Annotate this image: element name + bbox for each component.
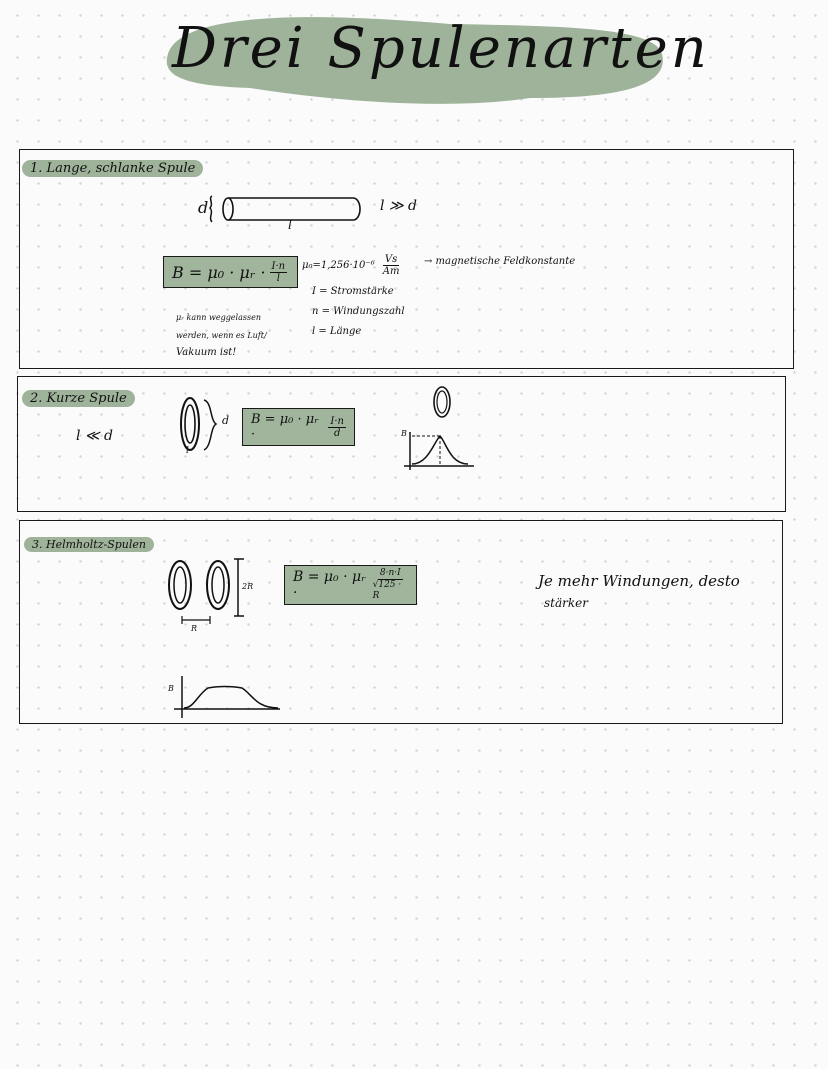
long-coil-condition: l ≫ d [380, 198, 417, 214]
long-coil-drawing [206, 190, 366, 230]
formula-numerator: I·n [330, 415, 344, 427]
helmholtz-note-line-2: stärker [544, 596, 588, 610]
short-coil-condition: l ≪ d [76, 428, 113, 444]
formula-lhs: B = μ₀ · μᵣ · [172, 262, 266, 282]
long-coil-formula [163, 256, 298, 288]
section-helmholtz-label: 3. Helmholtz-Spulen [24, 537, 154, 552]
helmholtz-formula [284, 565, 417, 605]
mu0-note: → magnetische Feldkonstante [424, 256, 576, 267]
section-long-coil-label: 1. Lange, schlanke Spule [22, 160, 203, 177]
helmholtz-note-line-1: Je mehr Windungen, desto [538, 572, 740, 590]
short-coil-field-graph [398, 384, 488, 474]
section-long-coil [19, 149, 794, 369]
mu0-unit-num: Vs [384, 254, 398, 265]
section-short-coil-label: 2. Kurze Spule [22, 390, 135, 407]
formula-denominator: d [334, 427, 341, 439]
helmholtz-field-graph [170, 672, 290, 722]
formula-lhs: B = μ₀ · μᵣ · [293, 569, 366, 601]
formula-denominator: l [276, 272, 280, 284]
helmholtz-graph-axis: B [168, 684, 174, 693]
mu0-constant: μ₀=1,256·10⁻⁶ [302, 260, 375, 271]
legend-turns: n = Windungszahl [312, 306, 405, 317]
legend-current: I = Stromstärke [312, 286, 394, 297]
short-coil-diameter: d [222, 414, 230, 427]
legend-length: l = Länge [312, 326, 362, 337]
note-line-3: Vakuum ist! [176, 347, 237, 358]
formula-numerator: I·n [271, 260, 286, 272]
formula-fraction [373, 568, 408, 602]
short-coil-graph-axis: B [401, 429, 407, 438]
page-title: Drei Spulenarten [172, 16, 710, 81]
formula-fraction [270, 261, 288, 284]
formula-numerator: 8·n·I [379, 568, 401, 578]
formula-fraction [328, 416, 346, 439]
note-line-1: μᵣ kann weggelassen [176, 313, 261, 322]
formula-lhs: B = μ₀ · μᵣ · [251, 412, 319, 442]
short-coil-length: l [186, 446, 189, 456]
mu0-unit [383, 254, 400, 277]
coil-diameter-label: d [198, 198, 209, 217]
short-coil-formula [242, 408, 355, 446]
coil-length-label: l [288, 218, 292, 232]
note-line-2: werden, wenn es Luft/ [176, 331, 267, 340]
helmholtz-coils-drawing [160, 552, 260, 632]
mu0-value [302, 254, 399, 277]
helmholtz-r-label: R [191, 624, 198, 633]
mu0-unit-den: Am [382, 266, 400, 277]
formula-denominator: √125 · R [372, 580, 402, 601]
helmholtz-2r-label: 2R [242, 582, 254, 591]
